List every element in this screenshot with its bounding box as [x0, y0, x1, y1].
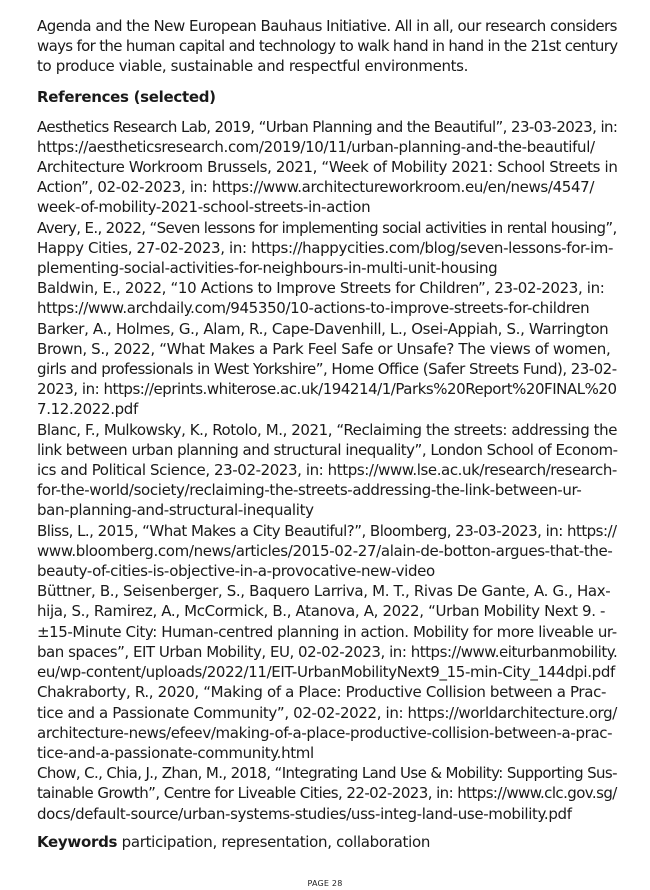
intro-line: to produce viable, sustainable and respectful environments.: [37, 57, 469, 76]
reference-line: Avery, E., 2022, “Seven lessons for implementing social activities in rental housing”,: [37, 218, 617, 237]
intro-paragraph: [37, 16, 617, 77]
reference-line: Brown, S., 2022, “What Makes a Park Feel Safe or Unsafe? The views of women,: [37, 339, 611, 358]
reference-line: tice and a Passionate Community”, 02-02-2022, in: https://worldarchitecture.org/: [37, 703, 617, 722]
reference-line: ics and Political Science, 23-02-2023, in: https://www.lse.ac.uk/research/research-: [37, 461, 617, 480]
reference-line: ±15-Minute City: Human-centred planning in action. Mobility for more liveable ur-: [37, 622, 617, 641]
reference-line: Blanc, F., Mulkowsky, K., Rotolo, M., 2021, “Reclaiming the streets: addressing the: [37, 420, 618, 439]
reference-line: plementing-social-activities-for-neighbours-in-multi-unit-housing: [37, 259, 498, 278]
reference-line: hija, S., Ramirez, A., McCormick, B., Atanova, A, 2022, “Urban Mobility Next 9. -: [37, 602, 606, 621]
reference-item: [37, 420, 617, 521]
reference-line: girls and professionals in West Yorkshire”, Home Office (Safer Streets Fund), 23-02-: [37, 360, 617, 379]
reference-line: ban-planning-and-structural-inequality: [37, 501, 314, 520]
reference-line: Barker, A., Holmes, G., Alam, R., Cape-Davenhill, L., Osei-Appiah, S., Warrington: [37, 319, 609, 338]
references-list: [37, 117, 617, 824]
reference-item: [37, 682, 617, 763]
reference-line: link between urban planning and structural inequality”, London School of Econom-: [37, 440, 618, 459]
reference-line: Architecture Workroom Brussels, 2021, “Week of Mobility 2021: School Streets in: [37, 158, 618, 177]
reference-item: [37, 763, 617, 824]
reference-line: https://aestheticsresearch.com/2019/10/11/urban-planning-and-the-beautiful/: [37, 137, 595, 156]
reference-line: eu/wp-content/uploads/2022/11/EIT-UrbanMobilityNext9_15-min-City_144dpi.pdf: [37, 663, 615, 682]
reference-line: Büttner, B., Seisenberger, S., Baquero Larriva, M. T., Rivas De Gante, A. G., Hax-: [37, 582, 611, 601]
reference-line: www.bloomberg.com/news/articles/2015-02-27/alain-de-botton-argues-that-the-: [37, 541, 613, 560]
reference-item: [37, 319, 617, 420]
reference-line: Baldwin, E., 2022, “10 Actions to Improve Streets for Children”, 23-02-2023, in:: [37, 279, 605, 298]
reference-line: architecture-news/efeev/making-of-a-place-productive-collision-between-a-prac-: [37, 723, 613, 742]
reference-line: https://www.archdaily.com/945350/10-actions-to-improve-streets-for-children: [37, 299, 590, 318]
reference-line: 7.12.2022.pdf: [37, 400, 138, 419]
reference-item: [37, 157, 617, 218]
reference-line: Chakraborty, R., 2020, “Making of a Place: Productive Collision between a Prac-: [37, 683, 607, 702]
document-body: [37, 16, 617, 852]
references-heading: References (selected): [37, 87, 216, 106]
intro-line: ways for the human capital and technology to walk hand in hand in the 21st century: [37, 37, 618, 56]
reference-item: [37, 581, 617, 682]
reference-line: for-the-world/society/reclaiming-the-streets-addressing-the-link-between-ur-: [37, 481, 582, 500]
reference-item: [37, 521, 617, 582]
reference-line: tainable Growth”, Centre for Liveable Cities, 22-02-2023, in: https://www.clc.gov.sg/: [37, 784, 617, 803]
keywords-label: Keywords: [37, 832, 118, 851]
reference-line: Chow, C., Chia, J., Zhan, M., 2018, “Integrating Land Use & Mobility: Supporting Sus-: [37, 764, 617, 783]
intro-line: Agenda and the New European Bauhaus Initiative. All in all, our research considers: [37, 17, 617, 35]
reference-line: Action”, 02-02-2023, in: https://www.architectureworkroom.eu/en/news/4547/: [37, 178, 595, 197]
reference-line: ban spaces”, EIT Urban Mobility, EU, 02-02-2023, in: https://www.eiturbanmobility.: [37, 642, 618, 661]
reference-line: beauty-of-cities-is-objective-in-a-provocative-new-video: [37, 562, 435, 581]
reference-item: [37, 278, 617, 318]
keywords-line: [37, 832, 617, 852]
reference-line: Bliss, L., 2015, “What Makes a City Beautiful?”, Bloomberg, 23-03-2023, in: https://: [37, 521, 617, 540]
reference-item: [37, 117, 617, 157]
keywords-text: participation, representation, collaboration: [117, 832, 431, 851]
reference-line: Happy Cities, 27-02-2023, in: https://happycities.com/blog/seven-lessons-for-im-: [37, 238, 614, 257]
reference-line: docs/default-source/urban-systems-studies/uss-integ-land-use-mobility.pdf: [37, 804, 572, 823]
reference-item: [37, 218, 617, 279]
reference-line: 2023, in: https://eprints.whiterose.ac.uk/194214/1/Parks%20Report%20FINAL%20: [37, 380, 617, 399]
reference-line: week-of-mobility-2021-school-streets-in-action: [37, 198, 371, 217]
reference-line: tice-and-a-passionate-community.html: [37, 743, 314, 762]
page-number: PAGE 28: [307, 879, 343, 888]
reference-line: Aesthetics Research Lab, 2019, “Urban Planning and the Beautiful”, 23-03-2023, in:: [37, 117, 618, 136]
